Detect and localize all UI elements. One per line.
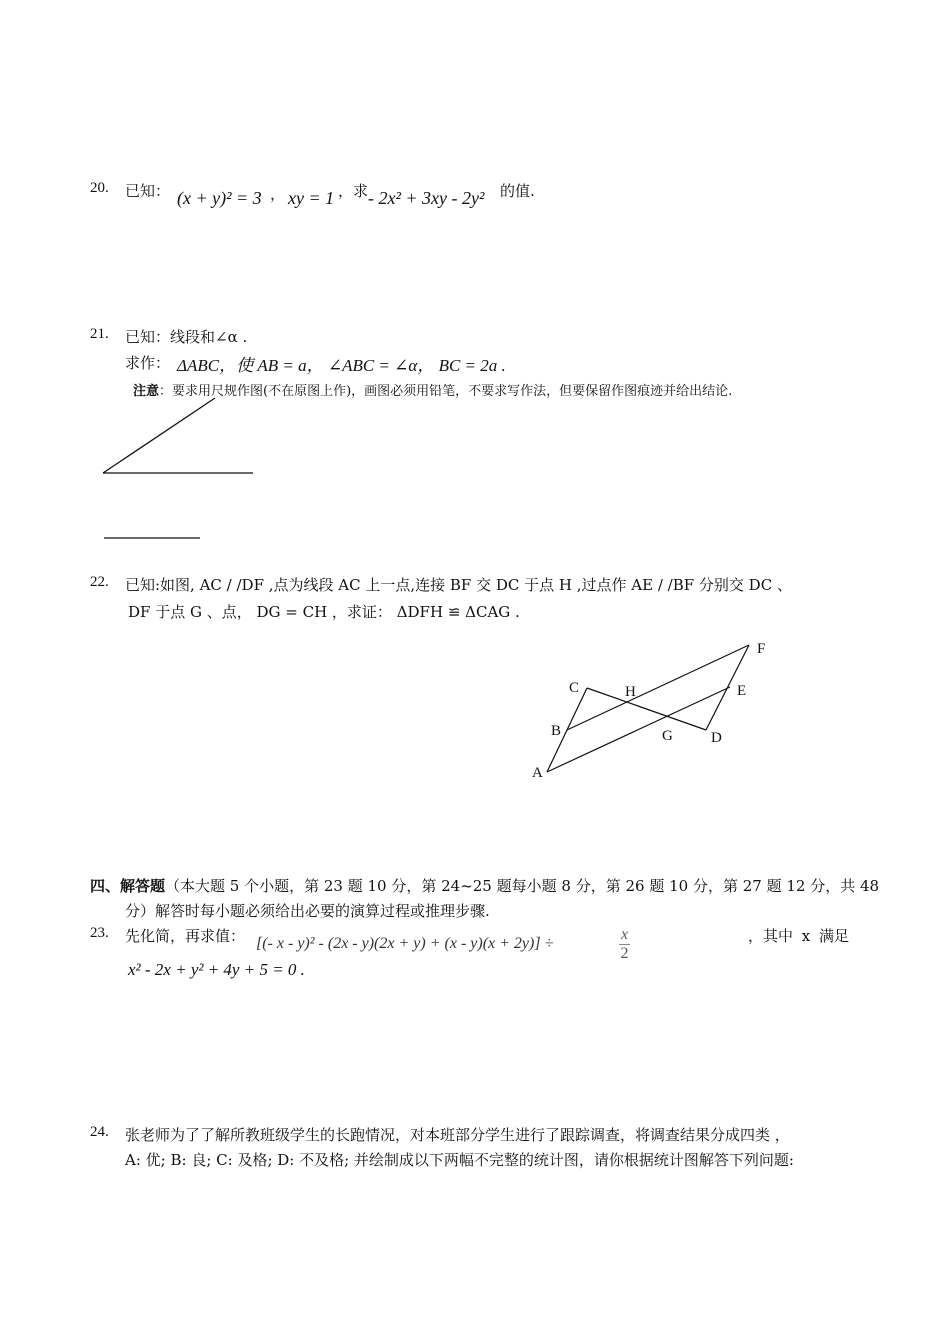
q21-note-text: ：要求用尺规作图(不在原图上作)，画图必须用铅笔，不要求写作法，但要保留作图痕迹并给出结论.: [159, 384, 733, 399]
label-H: H: [625, 684, 636, 700]
label-A: A: [532, 765, 543, 781]
q21-line1: 已知：线段和∠α .: [125, 328, 248, 346]
q20-expr1: (x + y)² = 3: [177, 188, 262, 208]
q23-expr: [(- x - y)² - (2x - y)(2x + y) + (x - y)(x + 2y)] ÷: [256, 935, 554, 952]
q20-expr3: - 2x² + 3xy - 2y²: [368, 188, 485, 208]
q24-number: 24.: [90, 1124, 109, 1140]
q21-line2-math: ΔABC，使 AB = a， ∠ABC = ∠α， BC = 2a .: [177, 356, 506, 375]
q23-fraction: [619, 926, 630, 963]
label-E: E: [737, 683, 747, 699]
q21-line2-prefix: 求作：: [125, 354, 171, 372]
q20-expr2: xy = 1: [288, 188, 335, 208]
q20-tail: 的值.: [500, 182, 535, 200]
q22-number: 22.: [90, 574, 109, 590]
q21-number: 21.: [90, 326, 109, 342]
q24-line2: A: 优; B: 良; C: 及格; D: 不及格; 并绘制成以下两幅不完整的统计图，请你根据统计图解答下列问题:: [125, 1151, 794, 1169]
q23-frac-bot: 2: [620, 945, 629, 962]
label-B: B: [551, 723, 562, 739]
section4-desc2: 分）解答时每小题必须给出必要的演算过程或推理步骤.: [125, 902, 490, 920]
q20-sep2: ，求: [338, 182, 369, 200]
q22-figure: [547, 645, 749, 772]
q22-line1: 已知:如图, AC / /DF ,点为线段 AC 上一点,连接 BF 交 DC 于点 H ,过点作 AE / /BF 分别交 DC 、: [125, 576, 792, 594]
section4-desc1: （本大题 5 个小题，第 23 题 10 分，第 24~25 题每小题 8 分，第 26 题 10 分，第 27 题 12 分，共 48: [165, 877, 880, 895]
q23-line2: x² - 2x + y² + 4y + 5 = 0 .: [128, 960, 305, 979]
q20-number: 20.: [90, 180, 109, 196]
q22-line2: DF 于点 G 、点， DG = CH ，求证： ΔDFH ≌ ΔCAG .: [128, 603, 520, 621]
q23-suffix: ，其中 x 满足: [748, 927, 849, 945]
q20-known: 已知：: [125, 182, 171, 200]
section4-title: 四、解答题: [90, 877, 166, 895]
q23-prefix: 先化简，再求值：: [125, 927, 246, 945]
q23-number: 23.: [90, 925, 109, 941]
label-G: G: [662, 728, 673, 744]
label-D: D: [711, 730, 722, 746]
q20-sep1: ，: [270, 185, 286, 203]
q21-note-label: 注意: [133, 384, 160, 399]
q24-line1: 张老师为了了解所教班级学生的长跑情况，对本班部分学生进行了跟踪调查，将调查结果分成四类 ，: [125, 1126, 790, 1144]
label-F: F: [757, 641, 766, 657]
angle-alpha-figure: [103, 398, 253, 473]
label-C: C: [569, 680, 580, 696]
q23-frac-top: x: [621, 926, 629, 943]
